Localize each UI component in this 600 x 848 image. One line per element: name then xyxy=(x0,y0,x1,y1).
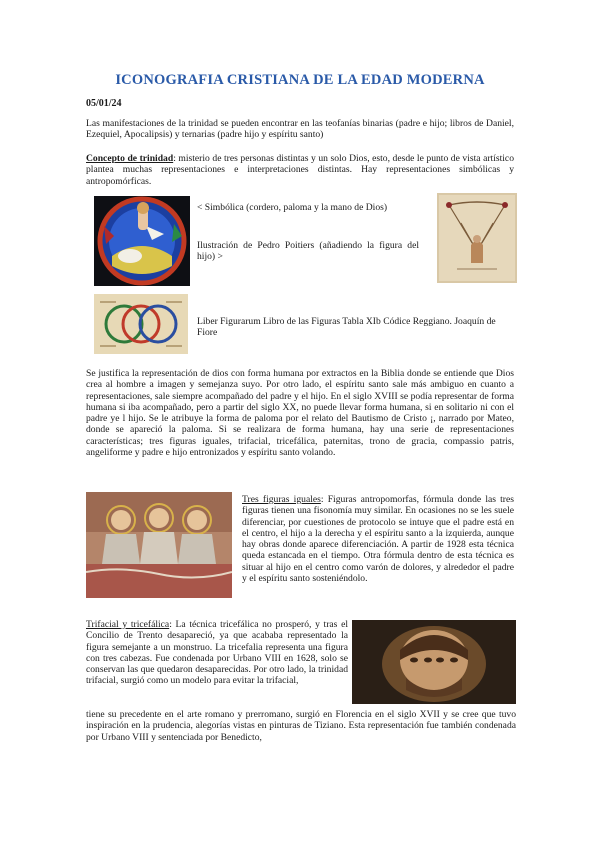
caption-liber: Liber Figurarum Libro de las Figuras Tabla XIb Códice Reggiano. Joaquín de Fiore xyxy=(197,316,496,339)
body-paragraph: Se justifica la representación de dios con forma humana por extractos en la Biblia donde se entiende que Dios crea al hombre a imagen y semejanza suyo. Por otro lado, el espíritu santo sale más ambiguo en cuanto a representaciones, sale siempre acompañado del padre y el hijo. En el siglo XVIII se podía representar de forma humana si iba acompañado, pero a partir del siglo XX, no puede llevar forma humana, si en solitario ni con el padre ye l hijo. Se le atribuye la forma de paloma por el relato del Bautismo de Cristo ¡, narrado por Mateo, donde se apareció la paloma. Si se realizara de forma humana, hay una serie de representaciones características; tres figuras iguales, trifacial, tricefálica, paternitas, trono de gracia, compassio patris, angeliforme y padre e hijo entronizados y espíritu santo volando. xyxy=(86,368,514,459)
trifacial-text: : La técnica tricefálica no prosperó, y tras el Concilio de Trento desapareció, ya que acababa representado la figura semejante a un monstruo. La tricefalia representa una figura con tres cabezas. Fue condenada por Urbano VIII en 1628, solo se conservan las que quedaron desaparecidas. Por otro lado, la trinidad trifacial, surgió como un modelo para evitar la trifacial, xyxy=(86,619,349,687)
liber-figurarum-image xyxy=(94,294,188,354)
concept-term: Concepto de trinidad xyxy=(86,153,174,164)
tres-figuras-text: : Figuras antropomorfas, fórmula donde las tres figuras tienen una fisonomía muy similar. En ocasiones no se les suele diferenciar, por cuestiones de protocolo se intuye que el padre está en el centro, el hijo a la derecha y el espíritu santo a la izquierda, aunque hay obras donde aparece diferenciación. A partir de 1928 esta técnica queda estancada en el tiempo. Otra fórmula dentro de esta técnica es situar al hijo en el centro como varón de dolores, y alrededor el padre y el espíritu santo sosteniéndolo. xyxy=(242,494,514,585)
intro-paragraph: Las manifestaciones de la trinidad se pueden encontrar en las teofanías binarias (padre e hijo; libros de Daniel, Ezequiel, Apocalipsis) y ternarias (padre hijo y espíritu santo) xyxy=(86,118,514,141)
caption-symbolic: < Simbólica (cordero, paloma y la mano de Dios) xyxy=(197,202,388,213)
document-date: 05/01/24 xyxy=(86,98,122,109)
poitiers-diagram-image xyxy=(437,193,517,283)
trifacial-paragraph xyxy=(86,619,348,687)
trifacial-painting-image xyxy=(352,620,516,704)
three-figures-fresco-image xyxy=(86,492,232,598)
concept-paragraph xyxy=(86,153,514,187)
page-title: ICONOGRAFIA CRISTIANA DE LA EDAD MODERNA xyxy=(115,72,485,88)
caption-poitiers: Ilustración de Pedro Poitiers (añadiendo la figura del hijo) > xyxy=(197,240,419,263)
trifacial-continuation: tiene su precedente en el arte romano y prerromano, surgió en Florencia en el siglo XVII y se cree que tuvo inspiración en la prudencia, alegorías vistas en pinturas de Tiziano. Esta representación fue también condenada por Urbano VIII y sentenciada por Benedicto, xyxy=(86,709,516,743)
tres-figuras-paragraph xyxy=(242,494,514,584)
stained-glass-image xyxy=(94,196,190,286)
tres-figuras-term: Tres figuras iguales xyxy=(242,494,321,505)
trifacial-term: Trifacial y tricefálica xyxy=(86,619,170,630)
concept-text: : misterio de tres personas distintas y un solo Dios, esto, desde le punto de vista artístico plantea muchas representaciones e interpretaciones distintas. Hay representaciones simbólicas y antropomórficas. xyxy=(86,153,514,187)
